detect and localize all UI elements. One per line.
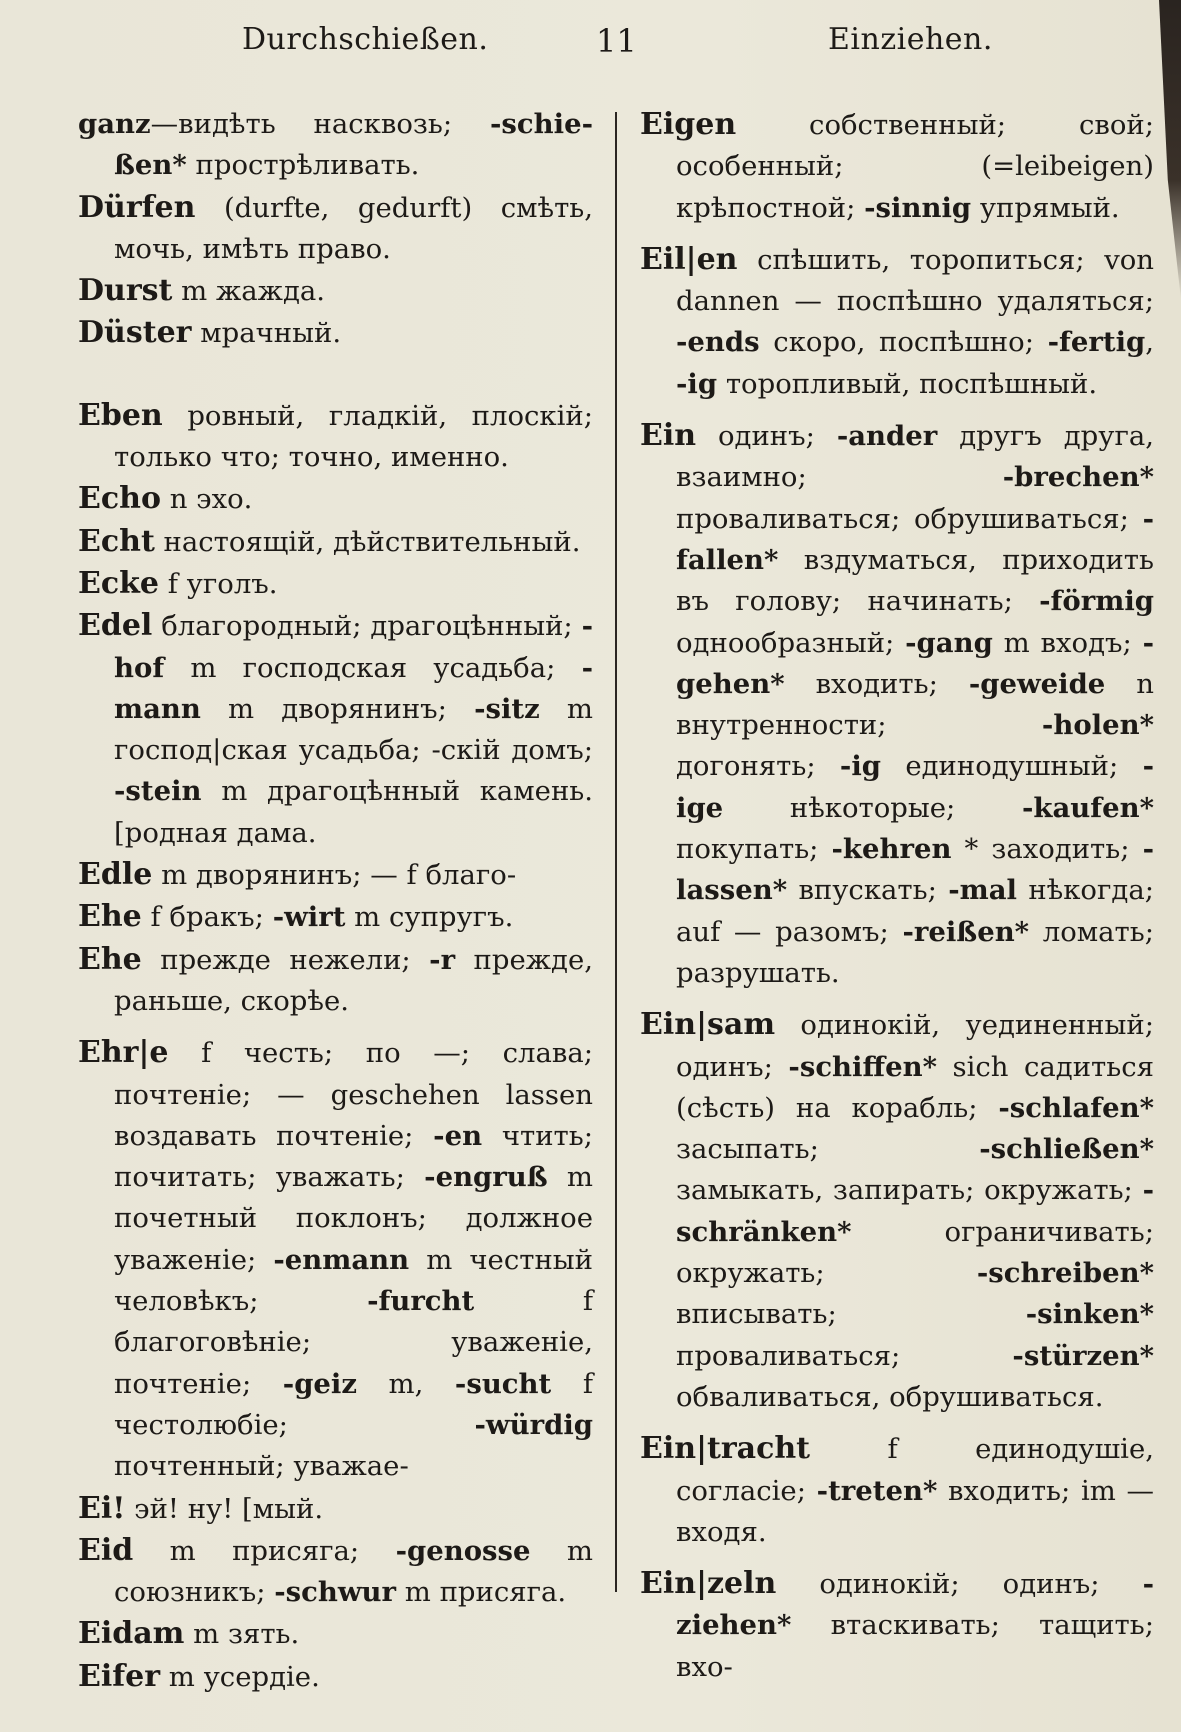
entry-headword: Durst bbox=[78, 273, 173, 309]
entry-text: одинокій, уединенный; одинъ; bbox=[676, 1009, 1154, 1083]
entry-text: m, bbox=[356, 1367, 455, 1400]
entry-subentry: -fallen* bbox=[676, 502, 1154, 576]
entry-text: m входъ; bbox=[992, 626, 1143, 659]
entry-subentry: -sitz bbox=[474, 692, 540, 725]
entry-text: m супругъ. bbox=[345, 901, 514, 934]
dictionary-entry-eben bbox=[78, 395, 593, 479]
entry-text: вписывать; bbox=[676, 1298, 1026, 1331]
entry-subentry: -ig bbox=[676, 367, 718, 400]
entry-subentry: -ige bbox=[676, 750, 1154, 824]
entry-subentry: -sinnig bbox=[864, 191, 972, 224]
entry-subentry: -schwur bbox=[274, 1576, 397, 1609]
dictionary-entry-eilen bbox=[640, 239, 1154, 405]
entry-text: входить; im — входя. bbox=[676, 1474, 1155, 1548]
dictionary-entry-einsam bbox=[640, 1004, 1154, 1418]
entry-headword: Edel bbox=[78, 608, 153, 644]
entry-text: f честь; по —; слава; почтеніе; — geschehen lassen воздавать почтеніе; bbox=[114, 1037, 593, 1152]
entry-headword: Eifer bbox=[78, 1658, 161, 1694]
entry-text: m дворянинъ; — f благо- bbox=[152, 859, 517, 892]
entry-text: f бракъ; bbox=[141, 901, 273, 934]
entry-headword: Ehe bbox=[78, 899, 142, 935]
entry-subentry: -ends bbox=[676, 326, 760, 359]
entry-subentry: -furcht bbox=[367, 1285, 475, 1318]
entry-headword: Ein|tracht bbox=[640, 1431, 811, 1467]
entry-subentry: -r bbox=[429, 943, 456, 976]
dictionary-entry-ehre bbox=[78, 1032, 593, 1487]
entry-headword: Eil|en bbox=[640, 241, 738, 277]
entry-text: ломать; разрушать. bbox=[676, 915, 1154, 989]
entry-subentry: -würdig bbox=[474, 1408, 593, 1441]
entry-headword: Eigen bbox=[640, 107, 737, 142]
entry-subentry: -hof bbox=[114, 610, 593, 684]
entry-text: m дворянинъ; bbox=[200, 692, 475, 725]
entry-text: нѣкоторые; bbox=[723, 791, 1023, 824]
dictionary-entry-eigen bbox=[640, 104, 1154, 229]
entry-text: f единодушіе, согласіе; bbox=[676, 1433, 1154, 1507]
entry-text: одинокій; одинъ; bbox=[776, 1568, 1143, 1601]
entry-text: упрямый. bbox=[971, 191, 1120, 224]
entry-text: обваливаться, обрушиваться. bbox=[676, 1380, 1104, 1413]
entry-text: —видѣть насквозь; bbox=[150, 108, 490, 140]
entry-text: m жажда. bbox=[172, 275, 326, 308]
entry-subentry: -sucht bbox=[454, 1367, 552, 1400]
entry-headword: Edle bbox=[78, 857, 153, 893]
entry-text: настоящій, дѣйствительный. bbox=[154, 525, 581, 558]
entry-subentry: -gehen* bbox=[676, 626, 1154, 700]
entry-text: f благоговѣніе; уваженіе, почтеніе; bbox=[114, 1285, 593, 1400]
entry-subentry: -schränken* bbox=[676, 1174, 1154, 1248]
page-number: 11 bbox=[596, 22, 637, 60]
entry-subentry: -kaufen* bbox=[1022, 791, 1154, 824]
dictionary-entry-durch bbox=[78, 104, 593, 187]
entry-text: n эхо. bbox=[160, 483, 253, 516]
entry-text: ровный, гладкій, плоскій; только что; точно, именно. bbox=[114, 399, 593, 474]
entry-text: вздуматься, приходить въ голову; начинать; bbox=[676, 543, 1154, 618]
entry-text: m господская усадьба; bbox=[164, 651, 582, 684]
entry-subentry: -holen* bbox=[1041, 709, 1154, 742]
entry-text: m союзникъ; bbox=[114, 1534, 593, 1609]
entry-subentry: -wirt bbox=[272, 901, 346, 934]
entry-text: догонять; bbox=[676, 750, 840, 783]
entry-headword: Ehe bbox=[78, 941, 142, 977]
entry-text: благородный; драгоцѣнный; bbox=[152, 610, 582, 643]
entry-text: втаскивать; тащить; вхо- bbox=[676, 1609, 1154, 1683]
entry-text: спѣшить, торопиться; von dannen — поспѣшно удаляться; bbox=[676, 243, 1154, 318]
entry-text: n внутренности; bbox=[676, 667, 1155, 742]
entry-text: единодушный; bbox=[881, 750, 1143, 783]
entry-text: m зять. bbox=[184, 1618, 300, 1651]
dictionary-entry-ei bbox=[78, 1488, 593, 1530]
entry-subentry: ßen* bbox=[114, 149, 187, 182]
entry-subentry: -brechen* bbox=[1002, 461, 1154, 494]
entry-text: прежде нежели; bbox=[141, 943, 430, 976]
entry-subentry: -förmig bbox=[1039, 585, 1154, 618]
entry-text: sich садиться (сѣсть) на корабль; bbox=[676, 1050, 1154, 1124]
entry-headword: ganz bbox=[78, 108, 151, 140]
entry-subentry: -lassen* bbox=[676, 833, 1154, 907]
dictionary-entry-eintracht bbox=[640, 1428, 1154, 1553]
dictionary-entry-eifer bbox=[78, 1656, 593, 1698]
column-divider bbox=[615, 112, 617, 1592]
entry-text: f уголъ. bbox=[159, 567, 278, 600]
entry-subentry: -schiffen* bbox=[788, 1050, 937, 1083]
entry-subentry: -kehren bbox=[831, 833, 952, 866]
dictionary-entry-duerfen bbox=[78, 187, 593, 271]
entry-text: m почетный поклонъ; должное уваженіе; bbox=[114, 1161, 593, 1276]
entry-subentry: -ziehen* bbox=[676, 1568, 1154, 1642]
dictionary-entry-duester bbox=[78, 312, 593, 354]
entry-text: m господ|ская усадьба; -скій домъ; bbox=[114, 692, 593, 767]
entry-text: f честолюбіе; bbox=[114, 1367, 593, 1441]
entry-headword: Ecke bbox=[78, 565, 160, 601]
entry-text: m честный человѣкъ; bbox=[114, 1243, 593, 1318]
entry-subentry: -mann bbox=[114, 651, 593, 725]
entry-headword: Ein|sam bbox=[640, 1007, 776, 1043]
entry-subentry: -stein bbox=[114, 775, 202, 808]
entry-text: скоро, поспѣшно; bbox=[759, 326, 1048, 359]
dictionary-entry-echo bbox=[78, 478, 593, 520]
entry-text: m усердіе. bbox=[160, 1660, 320, 1693]
entry-text: замыкать, запирать; окружать; bbox=[676, 1174, 1143, 1207]
entry-text: эй! ну! [мый. bbox=[125, 1492, 324, 1525]
entry-headword: Ehr|e bbox=[78, 1035, 169, 1071]
left-column bbox=[78, 104, 593, 1698]
dictionary-entry-ein bbox=[640, 415, 1154, 994]
entry-subentry: -enmann bbox=[273, 1243, 410, 1276]
entry-text: однообразный; bbox=[676, 626, 906, 659]
entry-subentry: -geiz bbox=[282, 1367, 357, 1400]
right-column bbox=[640, 104, 1154, 1688]
entry-headword: Ein|zeln bbox=[640, 1566, 777, 1602]
entry-subentry: -schreiben* bbox=[976, 1257, 1154, 1290]
running-header bbox=[0, 22, 1181, 70]
entry-headword: Eid bbox=[78, 1532, 134, 1568]
header-right-guide-word: Einziehen. bbox=[828, 22, 993, 57]
entry-text: нѣкогда; auf — разомъ; bbox=[676, 874, 1154, 948]
entry-text: m присяга. bbox=[396, 1576, 567, 1609]
dictionary-entry-durst bbox=[78, 270, 593, 312]
entry-text: почтенный; уважае- bbox=[114, 1450, 409, 1483]
entry-text: впускать; bbox=[787, 874, 949, 907]
entry-subentry: -stürzen* bbox=[1012, 1339, 1154, 1372]
entry-subentry: -en bbox=[433, 1119, 483, 1152]
entry-subentry: -schlafen* bbox=[998, 1091, 1154, 1124]
entry-subentry: -engruß bbox=[424, 1161, 548, 1194]
entry-headword: Ein bbox=[640, 418, 697, 454]
dictionary-entry-eid bbox=[78, 1530, 593, 1614]
entry-headword: Eben bbox=[78, 397, 163, 433]
entry-text: мрачный. bbox=[191, 317, 342, 350]
entry-headword: Eidam bbox=[78, 1616, 185, 1652]
entry-subentry: -schließen* bbox=[979, 1133, 1154, 1166]
entry-headword: Dürfen bbox=[78, 189, 196, 225]
entry-text: ограничивать; окружать; bbox=[676, 1215, 1154, 1290]
entry-text: (durfte, gedurft) смѣть, мочь, имѣть право. bbox=[114, 191, 593, 265]
entry-text: торопливый, поспѣшный. bbox=[717, 367, 1098, 400]
entry-text: проваливаться; обрушиваться; bbox=[676, 502, 1143, 535]
entry-headword: Echt bbox=[78, 523, 155, 559]
entry-subentry: -geweide bbox=[968, 667, 1106, 700]
entry-text: прострѣливать. bbox=[186, 149, 420, 182]
entry-subentry: -ander bbox=[836, 420, 938, 453]
entry-text: чтить; почитать; уважать; bbox=[114, 1119, 593, 1194]
entry-text: проваливаться; bbox=[676, 1339, 1013, 1372]
entry-text: одинъ; bbox=[696, 420, 837, 453]
entry-text: покупать; bbox=[676, 833, 832, 866]
entry-subentry: -fertig bbox=[1047, 326, 1146, 359]
entry-text: засыпать; bbox=[676, 1133, 980, 1166]
entry-subentry: -gang bbox=[905, 626, 993, 659]
dictionary-entry-edle bbox=[78, 854, 593, 896]
entry-subentry: -sinken* bbox=[1025, 1298, 1154, 1331]
entry-text: другъ друга, взаимно; bbox=[676, 420, 1154, 494]
dictionary-entry-ecke bbox=[78, 563, 593, 605]
entry-subentry: -reißen* bbox=[902, 915, 1030, 948]
dictionary-entry-ehe1 bbox=[78, 896, 593, 938]
entry-text: собственный; свой; особенный; (=leibeigen) крѣпостной; bbox=[676, 109, 1154, 224]
entry-subentry: -treten* bbox=[816, 1474, 938, 1507]
entry-text: m присяга; bbox=[133, 1534, 396, 1567]
dictionary-entry-ehe2 bbox=[78, 939, 593, 1023]
entry-subentry: -ig bbox=[839, 750, 881, 783]
dictionary-entry-edel bbox=[78, 605, 593, 854]
entry-subentry: -schie- bbox=[490, 108, 593, 140]
entry-text: прежде, раньше, скорѣе. bbox=[114, 943, 593, 1017]
dictionary-entry-echt bbox=[78, 521, 593, 563]
entry-text: * заходить; bbox=[951, 833, 1143, 866]
entry-text: m драгоцѣнный камень. [родная дама. bbox=[114, 775, 593, 849]
entry-subentry: -mal bbox=[948, 874, 1017, 907]
dictionary-entry-eidam bbox=[78, 1613, 593, 1655]
entry-text: входить; bbox=[784, 667, 969, 700]
header-left-guide-word: Durchschießen. bbox=[242, 22, 489, 57]
entry-headword: Echo bbox=[78, 481, 161, 517]
entry-subentry: -genosse bbox=[395, 1534, 531, 1567]
dictionary-entry-einzeln bbox=[640, 1563, 1154, 1688]
entry-headword: Düster bbox=[78, 315, 192, 351]
entry-text: , bbox=[1145, 326, 1154, 359]
entry-headword: Ei! bbox=[78, 1490, 126, 1526]
